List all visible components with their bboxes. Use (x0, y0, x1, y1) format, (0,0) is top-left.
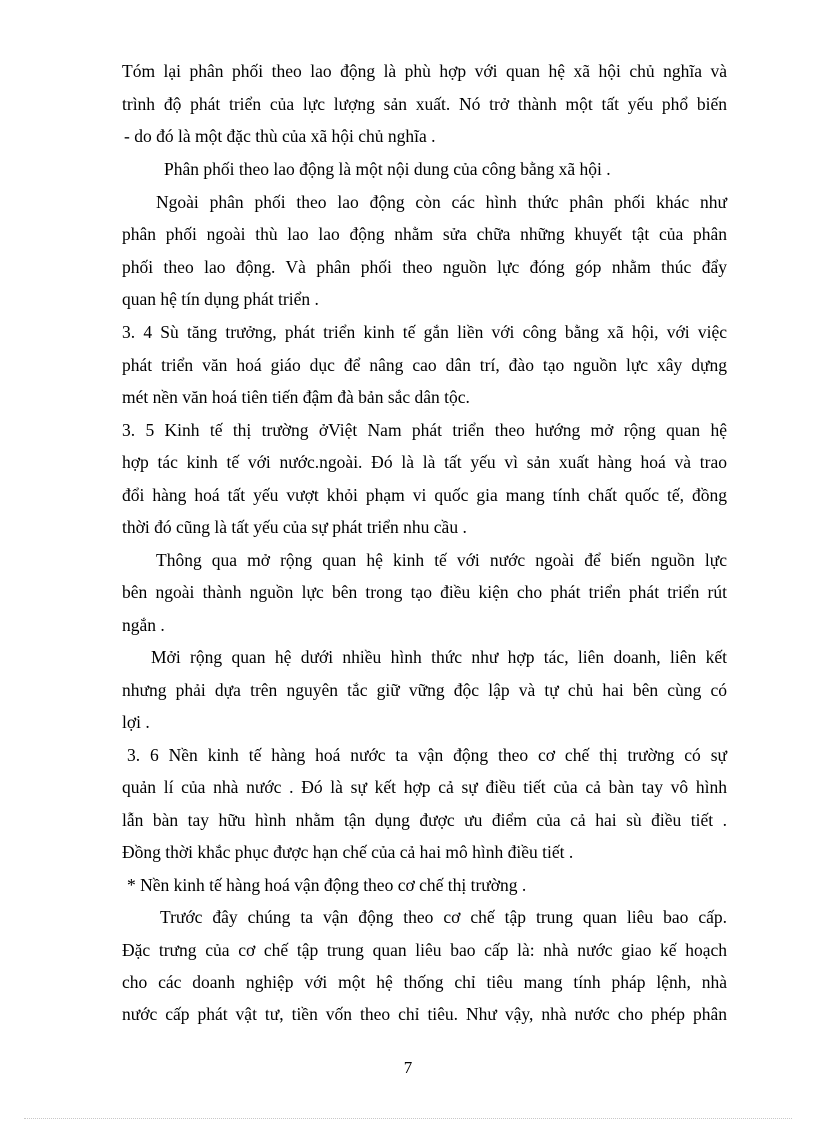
page-number: 7 (403, 1058, 413, 1077)
text-line: Thông qua mở rộng quan hệ kinh tế với nước ngoài để biến nguồn lực (156, 550, 727, 570)
text-line: cho các doanh nghiệp với một hệ thống chỉ tiêu mang tính pháp lệnh, nhà (122, 972, 727, 992)
text-line: Trước đây chúng ta vận động theo cơ chế tập trung quan liêu bao cấp. (160, 907, 727, 927)
text-line: 3. 6 Nền kinh tế hàng hoá nước ta vận động theo cơ chế thị trường có sự (127, 745, 727, 765)
text-line: Đồng thời khắc phục được hạn chế của cả hai mô hình điều tiết . (122, 842, 574, 862)
text-line: nước cấp phát vật tư, tiền vốn theo chỉ tiêu. Như vậy, nhà nước cho phép phân (122, 1004, 727, 1024)
text-line: phân phối ngoài thù lao lao động nhằm sửa chữa những khuyết tật của phân (122, 224, 727, 244)
text-line: 3. 4 Sù tăng trưởng, phát triển kinh tế gắn liền với công bằng xã hội, với việc (122, 322, 727, 342)
text-line: mét nền văn hoá tiên tiến đậm đà bản sắc dân tộc. (122, 387, 470, 407)
text-line: - do đó là một đặc thù của xã hội chủ nghĩa . (124, 126, 436, 146)
text-line: lẫn bàn tay hữu hình nhằm tận dụng được ưu điểm của cả hai sù điều tiết . (122, 810, 727, 830)
text-line: nhưng phải dựa trên nguyên tắc giữ vững độc lập và tự chủ hai bên cùng có (122, 680, 727, 700)
text-line: ngắn . (122, 615, 165, 635)
text-line: bên ngoài thành nguồn lực bên trong tạo điều kiện cho phát triển phát triển rút (122, 582, 727, 602)
text-line: thời đó cũng là tất yếu của sự phát triển nhu cầu . (122, 517, 467, 537)
text-line: * Nền kinh tế hàng hoá vận động theo cơ chế thị trường . (127, 875, 527, 895)
text-line: đổi hàng hoá tất yếu vượt khỏi phạm vi quốc gia mang tính chất quốc tế, đồng (122, 485, 727, 505)
text-line: phối theo lao động. Và phân phối theo nguồn lực đóng góp nhằm thúc đẩy (122, 257, 727, 277)
text-line: lợi . (122, 712, 150, 732)
text-line: Tóm lại phân phối theo lao động là phù hợp với quan hệ xã hội chủ nghĩa và (122, 61, 727, 81)
text-line: 3. 5 Kinh tế thị trường ởViệt Nam phát triển theo hướng mở rộng quan hệ (122, 420, 727, 440)
text-line: quan hệ tín dụng phát triển . (122, 289, 319, 309)
text-line: trình độ phát triển của lực lượng sản xuất. Nó trở thành một tất yếu phổ biến (122, 94, 727, 114)
text-line: Ngoài phân phối theo lao động còn các hình thức phân phối khác như (156, 192, 727, 212)
text-line: Mởi rộng quan hệ dưới nhiều hình thức như hợp tác, liên doanh, liên kết (151, 647, 727, 667)
text-line: quản lí của nhà nước . Đó là sự kết hợp cả sự điều tiết của cả bàn tay vô hình (122, 777, 727, 797)
text-line: hợp tác kinh tế với nước.ngoài. Đó là là tất yếu vì sản xuất hàng hoá và trao (122, 452, 727, 472)
text-line: phát triển văn hoá giáo dục để nâng cao dân trí, đào tạo nguồn lực xây dựng (122, 355, 727, 375)
text-line: Đặc trưng của cơ chế tập trung quan liêu bao cấp là: nhà nước giao kế hoạch (122, 940, 727, 960)
text-line: Phân phối theo lao động là một nội dung của công bằng xã hội . (164, 159, 611, 179)
page-bottom-divider (24, 1118, 792, 1119)
